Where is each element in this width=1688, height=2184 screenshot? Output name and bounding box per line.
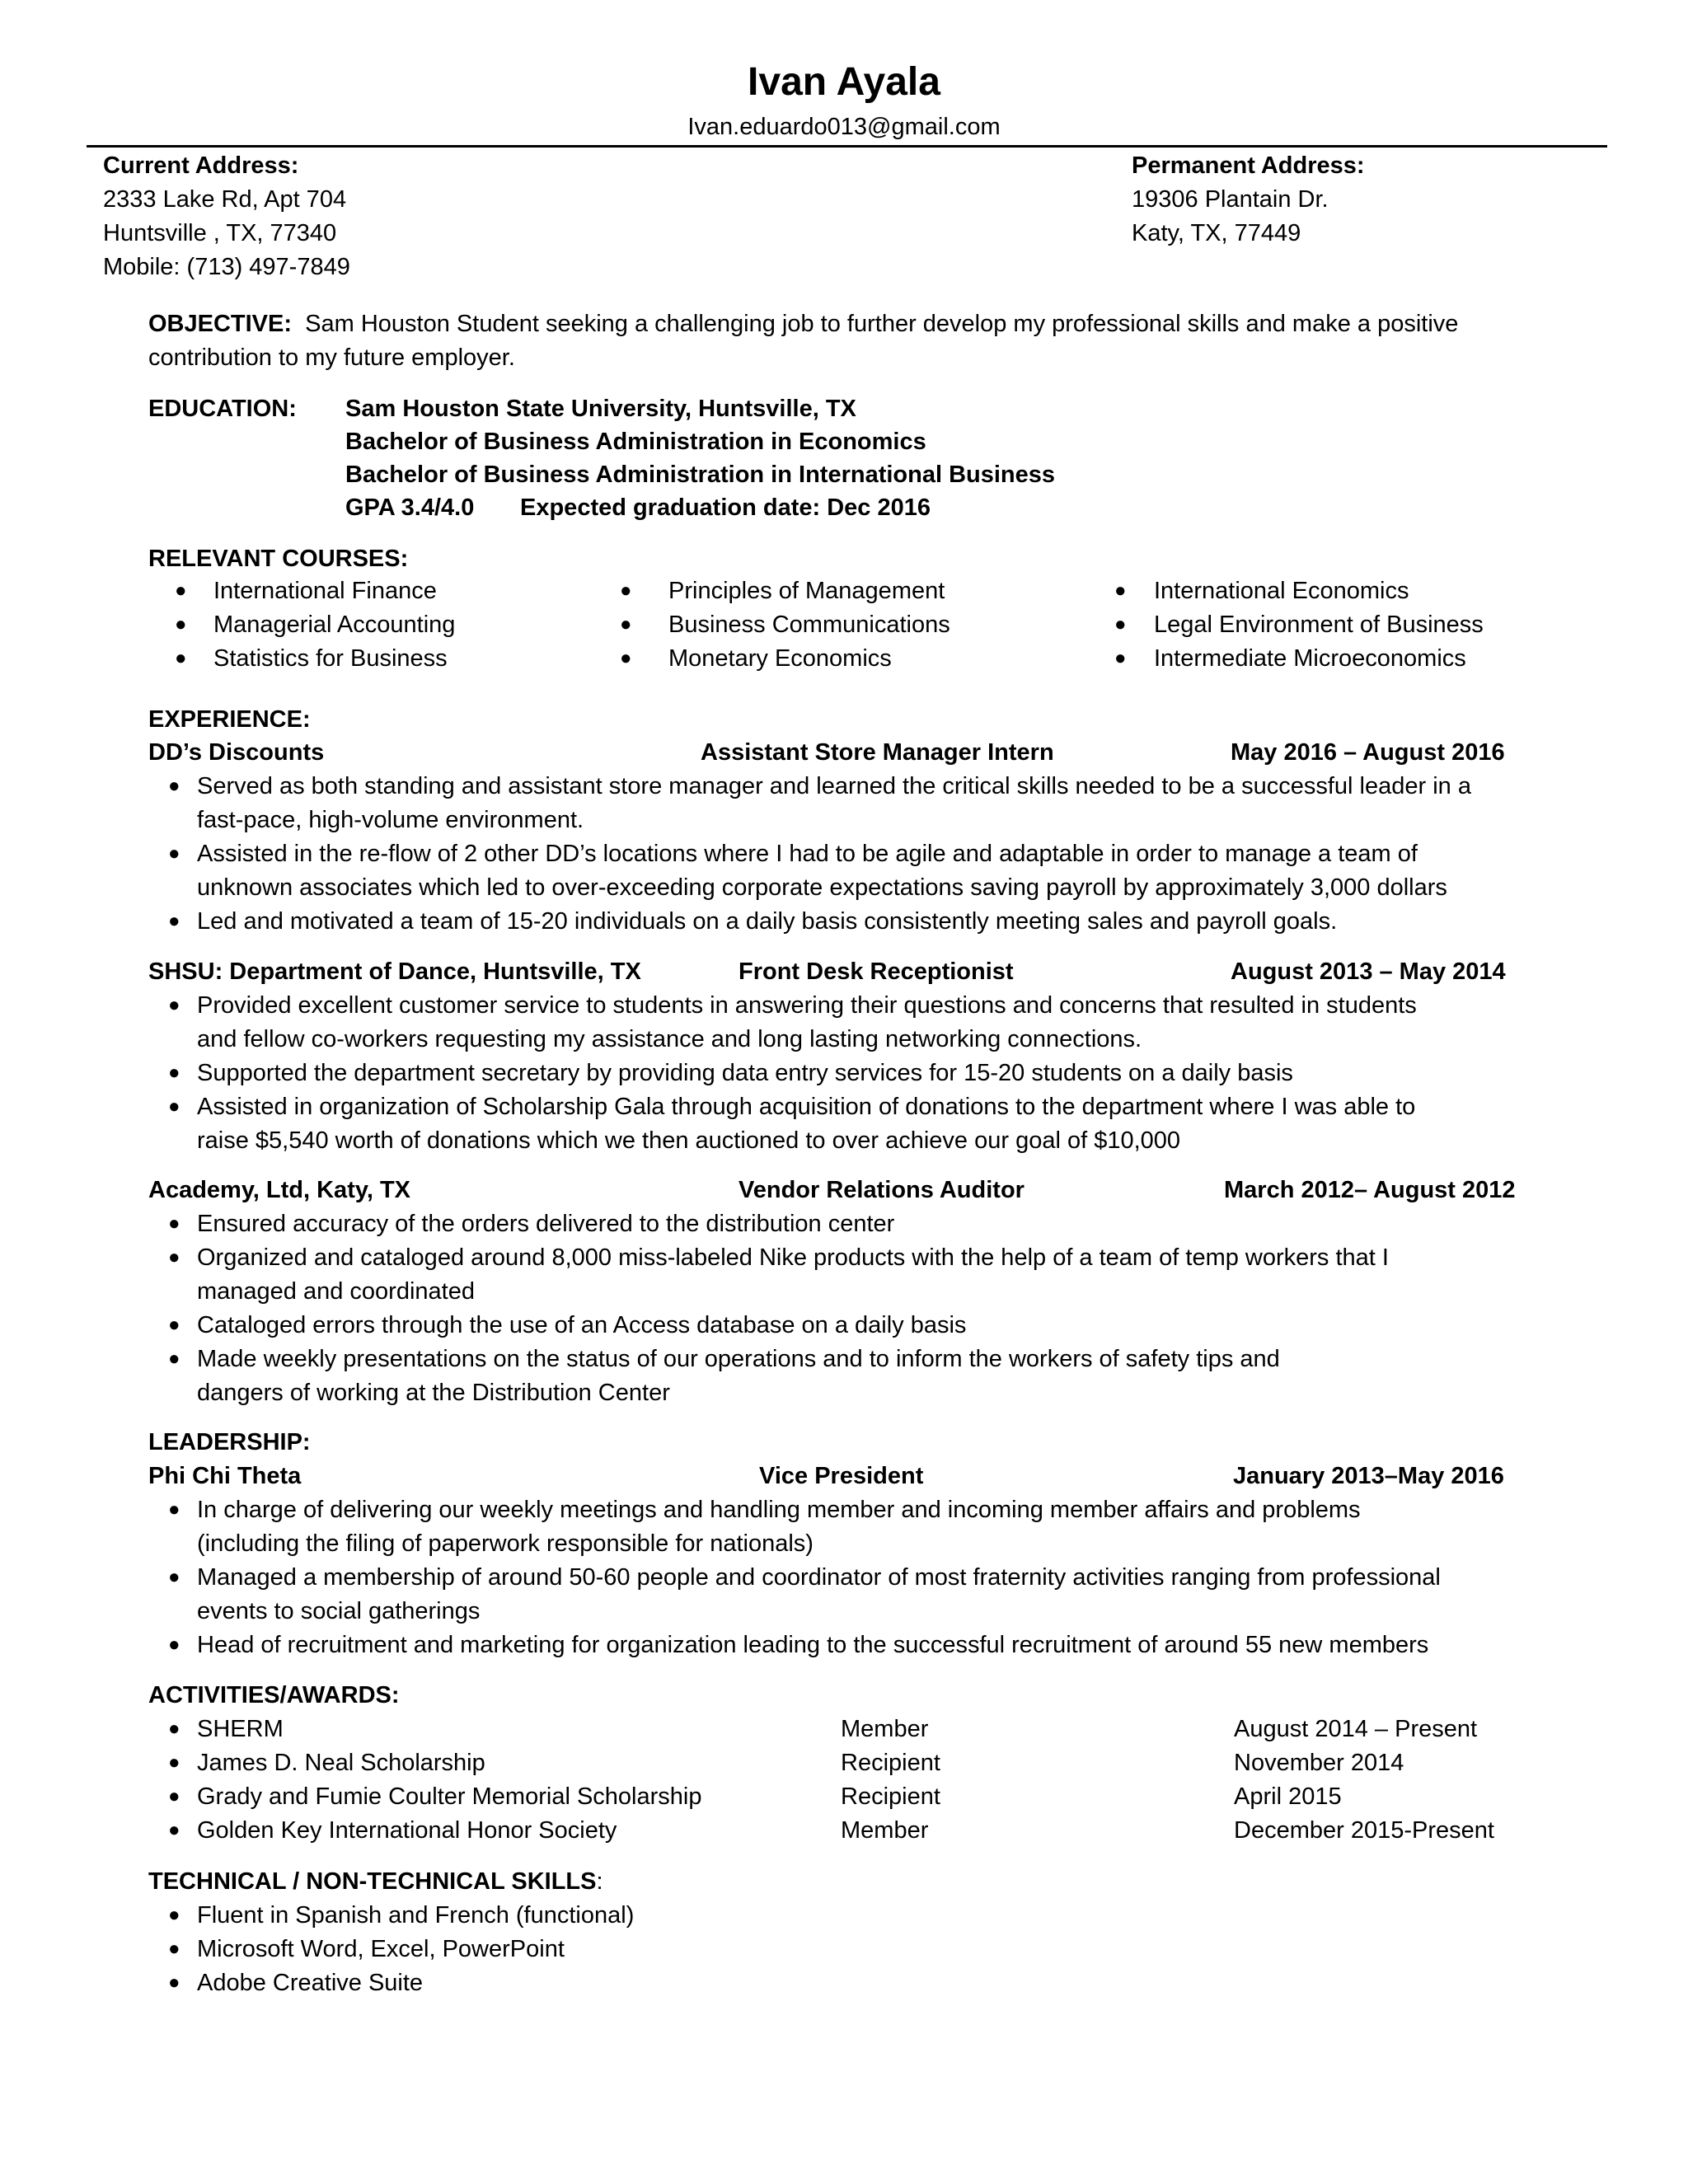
- leadership-label: LEADERSHIP:: [148, 1429, 311, 1455]
- bullet-icon: ●: [1114, 613, 1127, 635]
- activity-name: James D. Neal Scholarship: [197, 1750, 485, 1776]
- course-item: Managerial Accounting: [213, 612, 456, 638]
- bullet-icon: ●: [168, 1246, 181, 1268]
- bullet-icon: ●: [168, 910, 181, 932]
- leadership-bullet-text: (including the filing of paperwork responsible for nationals): [197, 1530, 814, 1557]
- course-item: Intermediate Microeconomics: [1154, 645, 1466, 672]
- header-divider: [87, 145, 1607, 148]
- activity-role: Recipient: [841, 1750, 940, 1776]
- activity-date: December 2015-Present: [1234, 1817, 1494, 1844]
- experience-label: EXPERIENCE:: [148, 706, 311, 733]
- job-title: Front Desk Receptionist: [738, 958, 1014, 985]
- job-bullet-text: Provided excellent customer service to students in answering their questions and concerns that resulted in students: [197, 992, 1417, 1019]
- activity-role: Member: [841, 1716, 929, 1742]
- bullet-icon: ●: [168, 842, 181, 865]
- skills-colon: :: [596, 1868, 603, 1895]
- job-bullet-text: Served as both standing and assistant store manager and learned the critical skills needed to be a successful leader in a: [197, 773, 1471, 799]
- bullet-icon: ●: [175, 647, 187, 669]
- skills-label: TECHNICAL / NON-TECHNICAL SKILLS: [148, 1868, 597, 1895]
- leadership-bullet-text: In charge of delivering our weekly meetings and handling member and incoming member affairs and problems: [197, 1497, 1361, 1523]
- education-gpa: GPA 3.4/4.0: [345, 494, 475, 521]
- job-bullet-text: raise $5,540 worth of donations which we then auctioned to over achieve our goal of $10,000: [197, 1127, 1181, 1154]
- leadership-organization: Phi Chi Theta: [148, 1463, 302, 1489]
- job-bullet-text: unknown associates which led to over-exceeding corporate expectations saving payroll by approximately 3,000 dollars: [197, 874, 1447, 901]
- job-bullet-text: Led and motivated a team of 15-20 individuals on a daily basis consistently meeting sales and payroll goals.: [197, 908, 1338, 935]
- education-degree: Bachelor of Business Administration in International Business: [345, 462, 1056, 488]
- course-item: Legal Environment of Business: [1154, 612, 1484, 638]
- objective-text: contribution to my future employer.: [148, 344, 515, 371]
- resume-name: Ivan Ayala: [748, 60, 940, 104]
- job-bullet-text: Made weekly presentations on the status of our operations and to inform the workers of safety tips and: [197, 1346, 1280, 1372]
- bullet-icon: ●: [175, 613, 187, 635]
- leadership-bullet-text: Managed a membership of around 50-60 people and coordinator of most fraternity activities ranging from professional: [197, 1564, 1441, 1591]
- permanent-address-label: Permanent Address:: [1132, 152, 1365, 179]
- activity-date: April 2015: [1234, 1783, 1342, 1810]
- bullet-icon: ●: [620, 613, 632, 635]
- leadership-title: Vice President: [759, 1463, 924, 1489]
- bullet-icon: ●: [1114, 579, 1127, 602]
- skill-item: Adobe Creative Suite: [197, 1970, 424, 1996]
- activity-role: Recipient: [841, 1783, 940, 1810]
- activity-name: SHERM: [197, 1716, 284, 1742]
- job-bullet-text: Supported the department secretary by providing data entry services for 15-20 students on a daily basis: [197, 1060, 1293, 1086]
- job-organization: SHSU: Department of Dance, Huntsville, TX: [148, 958, 641, 985]
- job-bullet-text: and fellow co-workers requesting my assistance and long lasting networking connections.: [197, 1026, 1142, 1052]
- job-bullet-text: managed and coordinated: [197, 1278, 475, 1305]
- bullet-icon: ●: [168, 1971, 181, 1994]
- bullet-icon: ●: [168, 1904, 181, 1926]
- skill-item: Fluent in Spanish and French (functional): [197, 1902, 635, 1929]
- bullet-icon: ●: [168, 775, 181, 797]
- activity-date: November 2014: [1234, 1750, 1404, 1776]
- bullet-icon: ●: [168, 1633, 181, 1656]
- leadership-dates: January 2013–May 2016: [1233, 1463, 1504, 1489]
- current-address-line: Huntsville , TX, 77340: [103, 220, 337, 246]
- bullet-icon: ●: [168, 1314, 181, 1336]
- job-bullet-text: Ensured accuracy of the orders delivered to the distribution center: [197, 1211, 895, 1237]
- permanent-address-line: Katy, TX, 77449: [1132, 220, 1301, 246]
- bullet-icon: ●: [175, 579, 187, 602]
- course-item: Statistics for Business: [213, 645, 448, 672]
- leadership-bullet-text: Head of recruitment and marketing for organization leading to the successful recruitment of around 55 new members: [197, 1632, 1429, 1658]
- bullet-icon: ●: [168, 1095, 181, 1118]
- permanent-address-line: 19306 Plantain Dr.: [1132, 186, 1329, 213]
- current-address-label: Current Address:: [103, 152, 299, 179]
- bullet-icon: ●: [620, 579, 632, 602]
- course-item: International Economics: [1154, 578, 1409, 604]
- job-dates: August 2013 – May 2014: [1231, 958, 1506, 985]
- bullet-icon: ●: [168, 1062, 181, 1084]
- job-bullet-text: fast-pace, high-volume environment.: [197, 807, 584, 833]
- job-bullet-text: dangers of working at the Distribution Center: [197, 1380, 670, 1406]
- course-item: Monetary Economics: [668, 645, 892, 672]
- leadership-bullet-text: events to social gatherings: [197, 1598, 481, 1624]
- bullet-icon: ●: [1114, 647, 1127, 669]
- activities-label: ACTIVITIES/AWARDS:: [148, 1682, 400, 1708]
- current-address-line: 2333 Lake Rd, Apt 704: [103, 186, 347, 213]
- courses-label: RELEVANT COURSES:: [148, 546, 409, 572]
- activity-name: Golden Key International Honor Society: [197, 1817, 617, 1844]
- activity-date: August 2014 – Present: [1234, 1716, 1478, 1742]
- bullet-icon: ●: [168, 1212, 181, 1235]
- bullet-icon: ●: [168, 1785, 181, 1807]
- education-label: EDUCATION:: [148, 396, 297, 422]
- bullet-icon: ●: [620, 647, 632, 669]
- objective-line: [148, 307, 1458, 340]
- job-title: Assistant Store Manager Intern: [701, 739, 1054, 766]
- bullet-icon: ●: [168, 1718, 181, 1740]
- activity-name: Grady and Fumie Coulter Memorial Scholarship: [197, 1783, 702, 1810]
- education-school: Sam Houston State University, Huntsville, TX: [345, 396, 856, 422]
- job-organization: DD’s Discounts: [148, 739, 325, 766]
- bullet-icon: ●: [168, 994, 181, 1016]
- bullet-icon: ●: [168, 1819, 181, 1841]
- course-item: Business Communications: [668, 612, 950, 638]
- bullet-icon: ●: [168, 1347, 181, 1370]
- bullet-icon: ●: [168, 1566, 181, 1588]
- skills-heading: [148, 1865, 603, 1898]
- job-organization: Academy, Ltd, Katy, TX: [148, 1177, 410, 1203]
- job-bullet-text: Organized and cataloged around 8,000 miss-labeled Nike products with the help of a team of temp workers that I: [197, 1244, 1389, 1271]
- bullet-icon: ●: [168, 1751, 181, 1774]
- skill-item: Microsoft Word, Excel, PowerPoint: [197, 1936, 565, 1962]
- education-graduation: Expected graduation date: Dec 2016: [520, 494, 931, 521]
- mobile-number: Mobile: (713) 497-7849: [103, 254, 350, 280]
- job-bullet-text: Assisted in organization of Scholarship Gala through acquisition of donations to the department where I was able to: [197, 1094, 1416, 1120]
- job-bullet-text: Assisted in the re-flow of 2 other DD’s locations where I had to be agile and adaptable in order to manage a team of: [197, 841, 1418, 867]
- job-title: Vendor Relations Auditor: [738, 1177, 1025, 1203]
- job-dates: March 2012– August 2012: [1224, 1177, 1516, 1203]
- education-degree: Bachelor of Business Administration in Economics: [345, 429, 926, 455]
- bullet-icon: ●: [168, 1498, 181, 1521]
- bullet-icon: ●: [168, 1938, 181, 1960]
- job-dates: May 2016 – August 2016: [1231, 739, 1505, 766]
- course-item: International Finance: [213, 578, 437, 604]
- course-item: Principles of Management: [668, 578, 945, 604]
- objective-label: OBJECTIVE:: [148, 311, 293, 337]
- email-address: Ivan.eduardo013@gmail.com: [687, 114, 1001, 140]
- activity-role: Member: [841, 1817, 929, 1844]
- objective-text: Sam Houston Student seeking a challenging job to further develop my professional skills and make a positive: [305, 311, 1459, 337]
- job-bullet-text: Cataloged errors through the use of an Access database on a daily basis: [197, 1312, 967, 1338]
